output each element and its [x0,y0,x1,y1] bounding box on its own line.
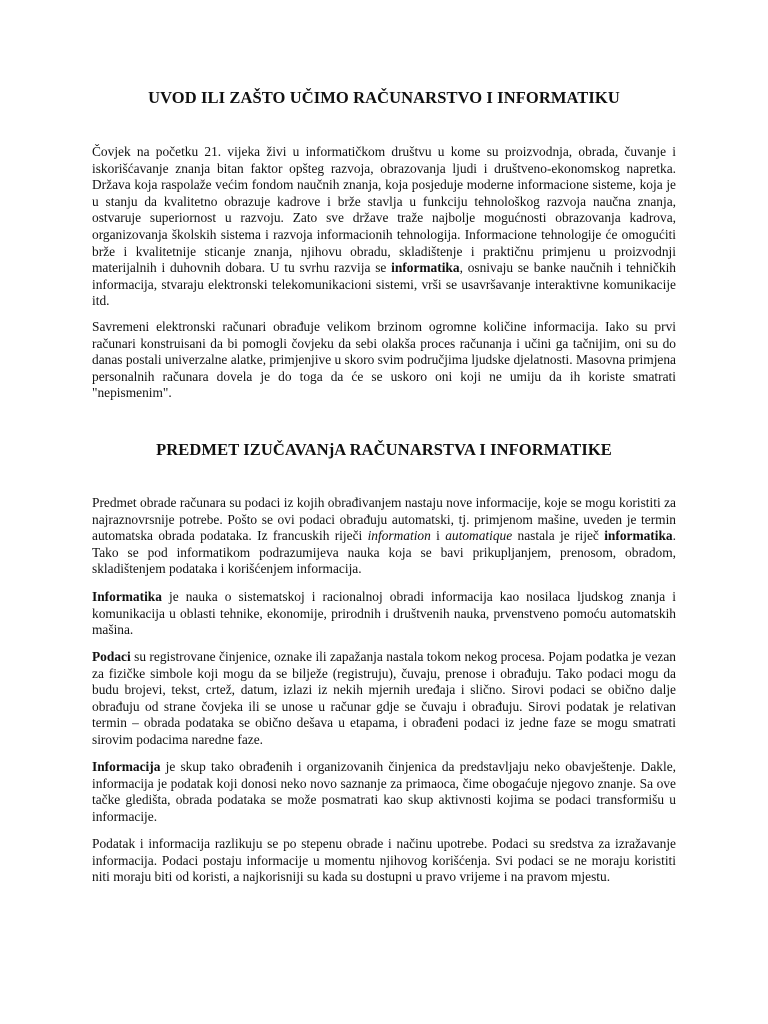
paragraph-intro-2: Savremeni elektronski računari obrađuje velikom brzinom ogromne količine informacija. Iako su prvi računari konstruisani da bi pomogli čovjeku da sebi olakša proces računanja i učini ga tačnijim, oni su do danas postali univerzalne alatke, primjenjive u skoro svim područjima ljudske djelatnosti. Masovna primjena personalnih računara dovela je do toga da će se uskoro oni koji ne umiju da ih koriste smatrati "nepismenim". [92,319,676,401]
paragraph-informacija-definition: Informacija je skup tako obrađenih i organizovanih činjenica da predstavljaju neko obavještenje. Dakle, informacija je podatak koji donosi neko novo saznanje za primaoca, čime obogaćuje njegovo znanje. Sa ove tačke gledišta, obrada podataka se može posmatrati kao skup aktivnosti kojima se podaci transformišu u informacije. [92,759,676,824]
paragraph-podatak-vs-informacija: Podatak i informacija razlikuju se po stepenu obrade i načinu upotrebe. Podaci su sredstva za izražavanje informacija. Podaci postaju informacije u momentu njihovog korišćenja. Svi podaci se ne moraju koristiti niti moraju biti od koristi, a najkorisniji su kada su dostupni u pravo vrijeme i na pravom mjestu. [92,836,676,885]
bold-term-informatika: informatika [391,260,460,276]
italic-term-automatique: automatique [445,528,513,544]
bold-term-informatika-2: informatika [604,528,673,544]
paragraph-subject-1: Predmet obrade računara su podaci iz kojih obrađivanjem nastaju nove informacije, koje se mogu koristiti za najraznovrsnije potrebe. Pošto se ovi podaci obrađuju automatski, tj. primjenom mašine, uveden je termin automatska obrada podataka. Iz francuskih riječi information i automatique nastala je riječ informatika. Tako se pod informatikom podrazumijeva nauka koja se bavi prikupljanjem, prenosom, obradom, skladištenjem podataka i korišćenjem informacija. [92,495,676,577]
bold-term-informatika-3: Informatika [92,589,162,604]
paragraph-informatika-definition: Informatika je nauka o sistematskoj i racionalnoj obradi informacija kao nosilaca ljudskog znanja i komunikacija u oblasti tehnike, ekonomije, prirodnih i društvenih nauka, prvenstveno pomoću automatskih mašina. [92,589,676,638]
section-title-subject: PREDMET IZUČAVANjA RAČUNARSTVA I INFORMATIKE [156,440,612,459]
bold-term-podaci: Podaci [92,649,131,664]
paragraph-intro-1: Čovjek na početku 21. vijeka živi u informatičkom društvu u kome su proizvodnja, obrada, čuvanje i iskorišćavanje znanja bitan faktor opšteg razvoja, obrazovanja ljudi i društveno-ekonomskog napretka. Država koja raspolaže većim fondom naučnih znanja, koja posjeduje moderne informacione sisteme, koja je u stanju da kvalitetno obrazuje kadrove i brže stavlja u funkciju tehnološkog razvoja naučna znanja, ostvaruje superiornost u razvoju. Zato sve države traže najbolje mogućnosti obrazovanja kadrova, organizovanja školskih sistema i razvoja informacionih tehnologija. Informacione tehnologije će omogućiti brže i kvalitetnije sticanje znanja, njihovu obradu, skladištenje i praktičnu primjenu u proizvodnji materijalnih i duhovnih dobara. U tu svrhu razvija se informatika, osnivaju se banke naučnih i tehničkih informacija, stvaraju elektronski telekomunikacioni sistemi, vrši se usavršavanje interaktivne komunikacije itd. [92,144,676,309]
bold-term-informacija: Informacija [92,759,161,774]
paragraph-podaci-definition: Podaci su registrovane činjenice, oznake ili zapažanja nastala tokom nekog procesa. Pojam podatka je vezan za fizičke simbole koji mogu da se bilježe (registruju), čuvaju, prenose i obrađuju. Tako podaci mogu da budu brojevi, tekst, crtež, datum, izlazi iz nekih mjernih uređaja i slično. Sirovi podaci se obično dalje obrađuju od strane čovjeka ili se unose u računar gdje se čuvaju i obrađuju. Sirovi podatak je relativan termin – obrada podataka se obično dešava u etapama, i obrađeni podaci iz jedne faze se mogu smatrati sirovim podacima naredne faze. [92,649,676,747]
section-title-intro: UVOD ILI ZAŠTO UČIMO RAČUNARSTVO I INFORMATIKU [148,88,620,107]
italic-term-information: information [367,528,431,544]
